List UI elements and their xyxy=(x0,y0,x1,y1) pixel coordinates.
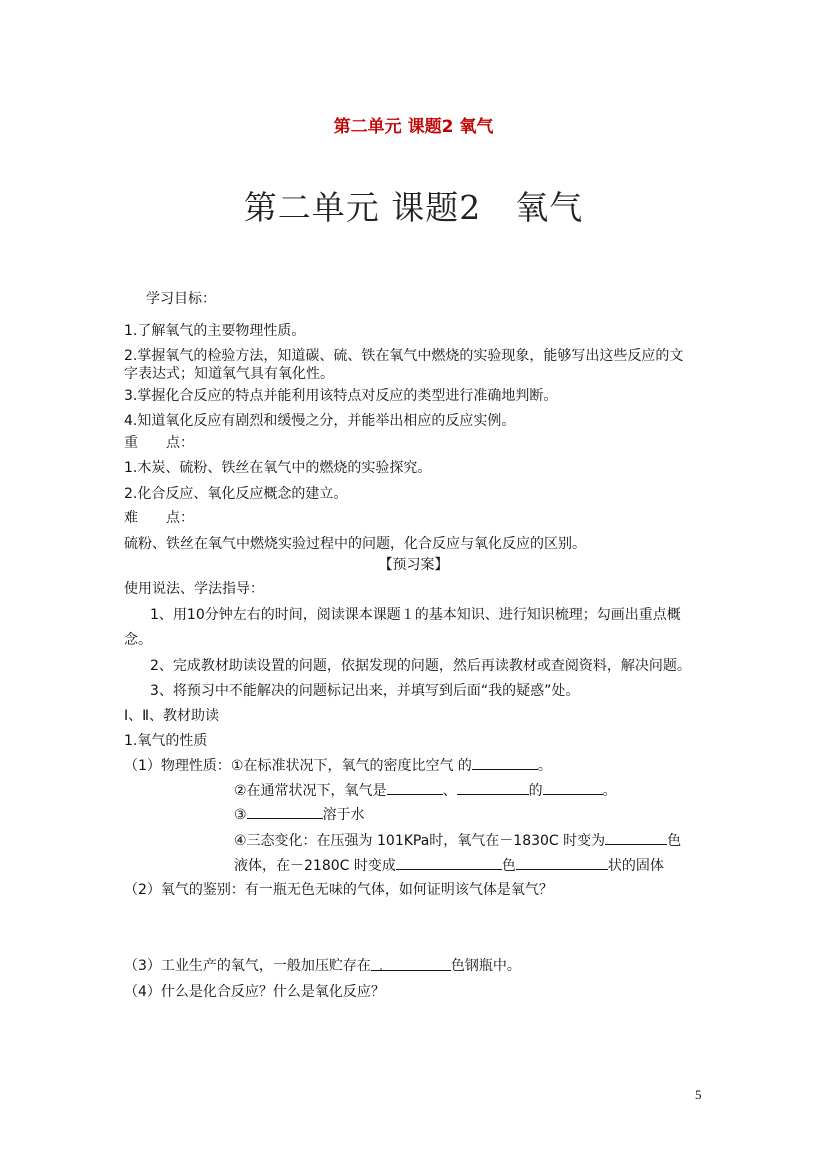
physical-line-4-a: ④三态变化：在压强为 101KPa时，氧气在－1830C 时变为 xyxy=(234,833,606,849)
physical-line-3-a: ③ xyxy=(234,807,247,823)
guide-heading: 使用说法、学法指导： xyxy=(124,581,264,597)
goal-item: 3.掌握化合反应的特点并能利用该特点对反应的类型进行准确地判断。 xyxy=(124,388,558,404)
answer-blank[interactable] xyxy=(457,780,529,795)
reading-sub-heading: 1.氧气的性质 xyxy=(124,733,208,749)
answer-blank[interactable] xyxy=(387,780,443,795)
question-3-suffix: 色钢瓶中。 xyxy=(450,958,521,974)
physical-line-2-d: 。 xyxy=(602,783,617,799)
difficult-points-text: 硫粉、铁丝在氧气中燃烧实验过程中的问题，化合反应与氧化反应的区别。 xyxy=(124,536,586,552)
guide-item: 念。 xyxy=(124,632,152,648)
preview-heading: 【预习案】 xyxy=(378,557,449,573)
question-3 xyxy=(124,956,521,976)
physical-line-4 xyxy=(234,830,681,851)
key-points-label: 重 点： xyxy=(124,435,194,451)
guide-item: 1、用10分钟左右的时间，阅读课本课题１的基本知识、进行知识梳理；勾画出重点概 xyxy=(150,607,681,623)
physical-line-1 xyxy=(124,755,552,776)
reading-heading: Ⅰ、Ⅱ、教材助读 xyxy=(124,708,220,724)
answer-blank[interactable] xyxy=(516,855,608,870)
physical-line-1-suffix: 。 xyxy=(537,758,552,774)
goals-heading: 学习目标： xyxy=(146,291,216,307)
answer-blank[interactable] xyxy=(396,855,502,870)
goal-item: 1.了解氧气的主要物理性质。 xyxy=(124,323,306,339)
answer-blank[interactable] xyxy=(543,780,603,795)
key-point-item: 1.木炭、硫粉、铁丝在氧气中的燃烧的实验探究。 xyxy=(124,460,432,476)
physical-line-2-c: 的 xyxy=(528,783,543,799)
answer-blank[interactable] xyxy=(247,804,323,819)
physical-line-5-a: 液体，在－2180C 时变成 xyxy=(234,858,396,874)
answer-blank[interactable] xyxy=(371,956,451,974)
physical-line-4-b: 色 xyxy=(667,833,682,849)
physical-line-3 xyxy=(234,804,365,825)
page-title: 第二单元 课题2 氧气 xyxy=(243,188,584,227)
guide-item: 3、将预习中不能解决的问题标记出来，并填写到后面“我的疑惑”处。 xyxy=(150,683,580,699)
physical-line-5-c: 状的固体 xyxy=(607,858,664,874)
goal-item: 4.知道氧化反应有剧烈和缓慢之分，并能举出相应的反应实例。 xyxy=(124,413,516,429)
physical-line-5-b: 色 xyxy=(501,858,516,874)
question-3-dot: . xyxy=(378,958,384,974)
physical-line-1-prefix: （1）物理性质：①在标准状况下，氧气的密度比空气 的 xyxy=(124,758,472,774)
physical-line-2-a: ②在通常状况下，氧气是 xyxy=(234,783,387,799)
goal-item: 2.掌握氧气的检验方法，知道碳、硫、铁在氧气中燃烧的实验现象，能够写出这些反应的文 xyxy=(124,348,684,364)
answer-blank[interactable] xyxy=(472,755,538,770)
question-3-prefix: （3）工业生产的氧气，一般加压贮存在 xyxy=(124,958,371,974)
key-point-item: 2.化合反应、氧化反应概念的建立。 xyxy=(124,486,348,502)
physical-line-5 xyxy=(234,855,664,876)
physical-line-2-b: 、 xyxy=(442,783,457,799)
physical-line-2 xyxy=(234,780,617,801)
question-4: （4）什么是化合反应？什么是氧化反应？ xyxy=(124,984,385,1000)
difficult-points-label: 难 点： xyxy=(124,510,194,526)
answer-blank[interactable] xyxy=(605,830,667,845)
header-red-title: 第二单元 课题2 氧气 xyxy=(333,117,494,137)
question-2: （2）氧气的鉴别：有一瓶无色无味的气体，如何证明该气体是氧气？ xyxy=(124,882,553,898)
page-number: 5 xyxy=(695,1087,702,1102)
physical-line-3-b: 溶于水 xyxy=(322,807,365,823)
goal-item: 字表达式；知道氧气具有氧化性。 xyxy=(124,366,334,382)
guide-item: 2、完成教材助读设置的问题，依据发现的问题，然后再读教材或查阅资料，解决问题。 xyxy=(150,658,691,674)
